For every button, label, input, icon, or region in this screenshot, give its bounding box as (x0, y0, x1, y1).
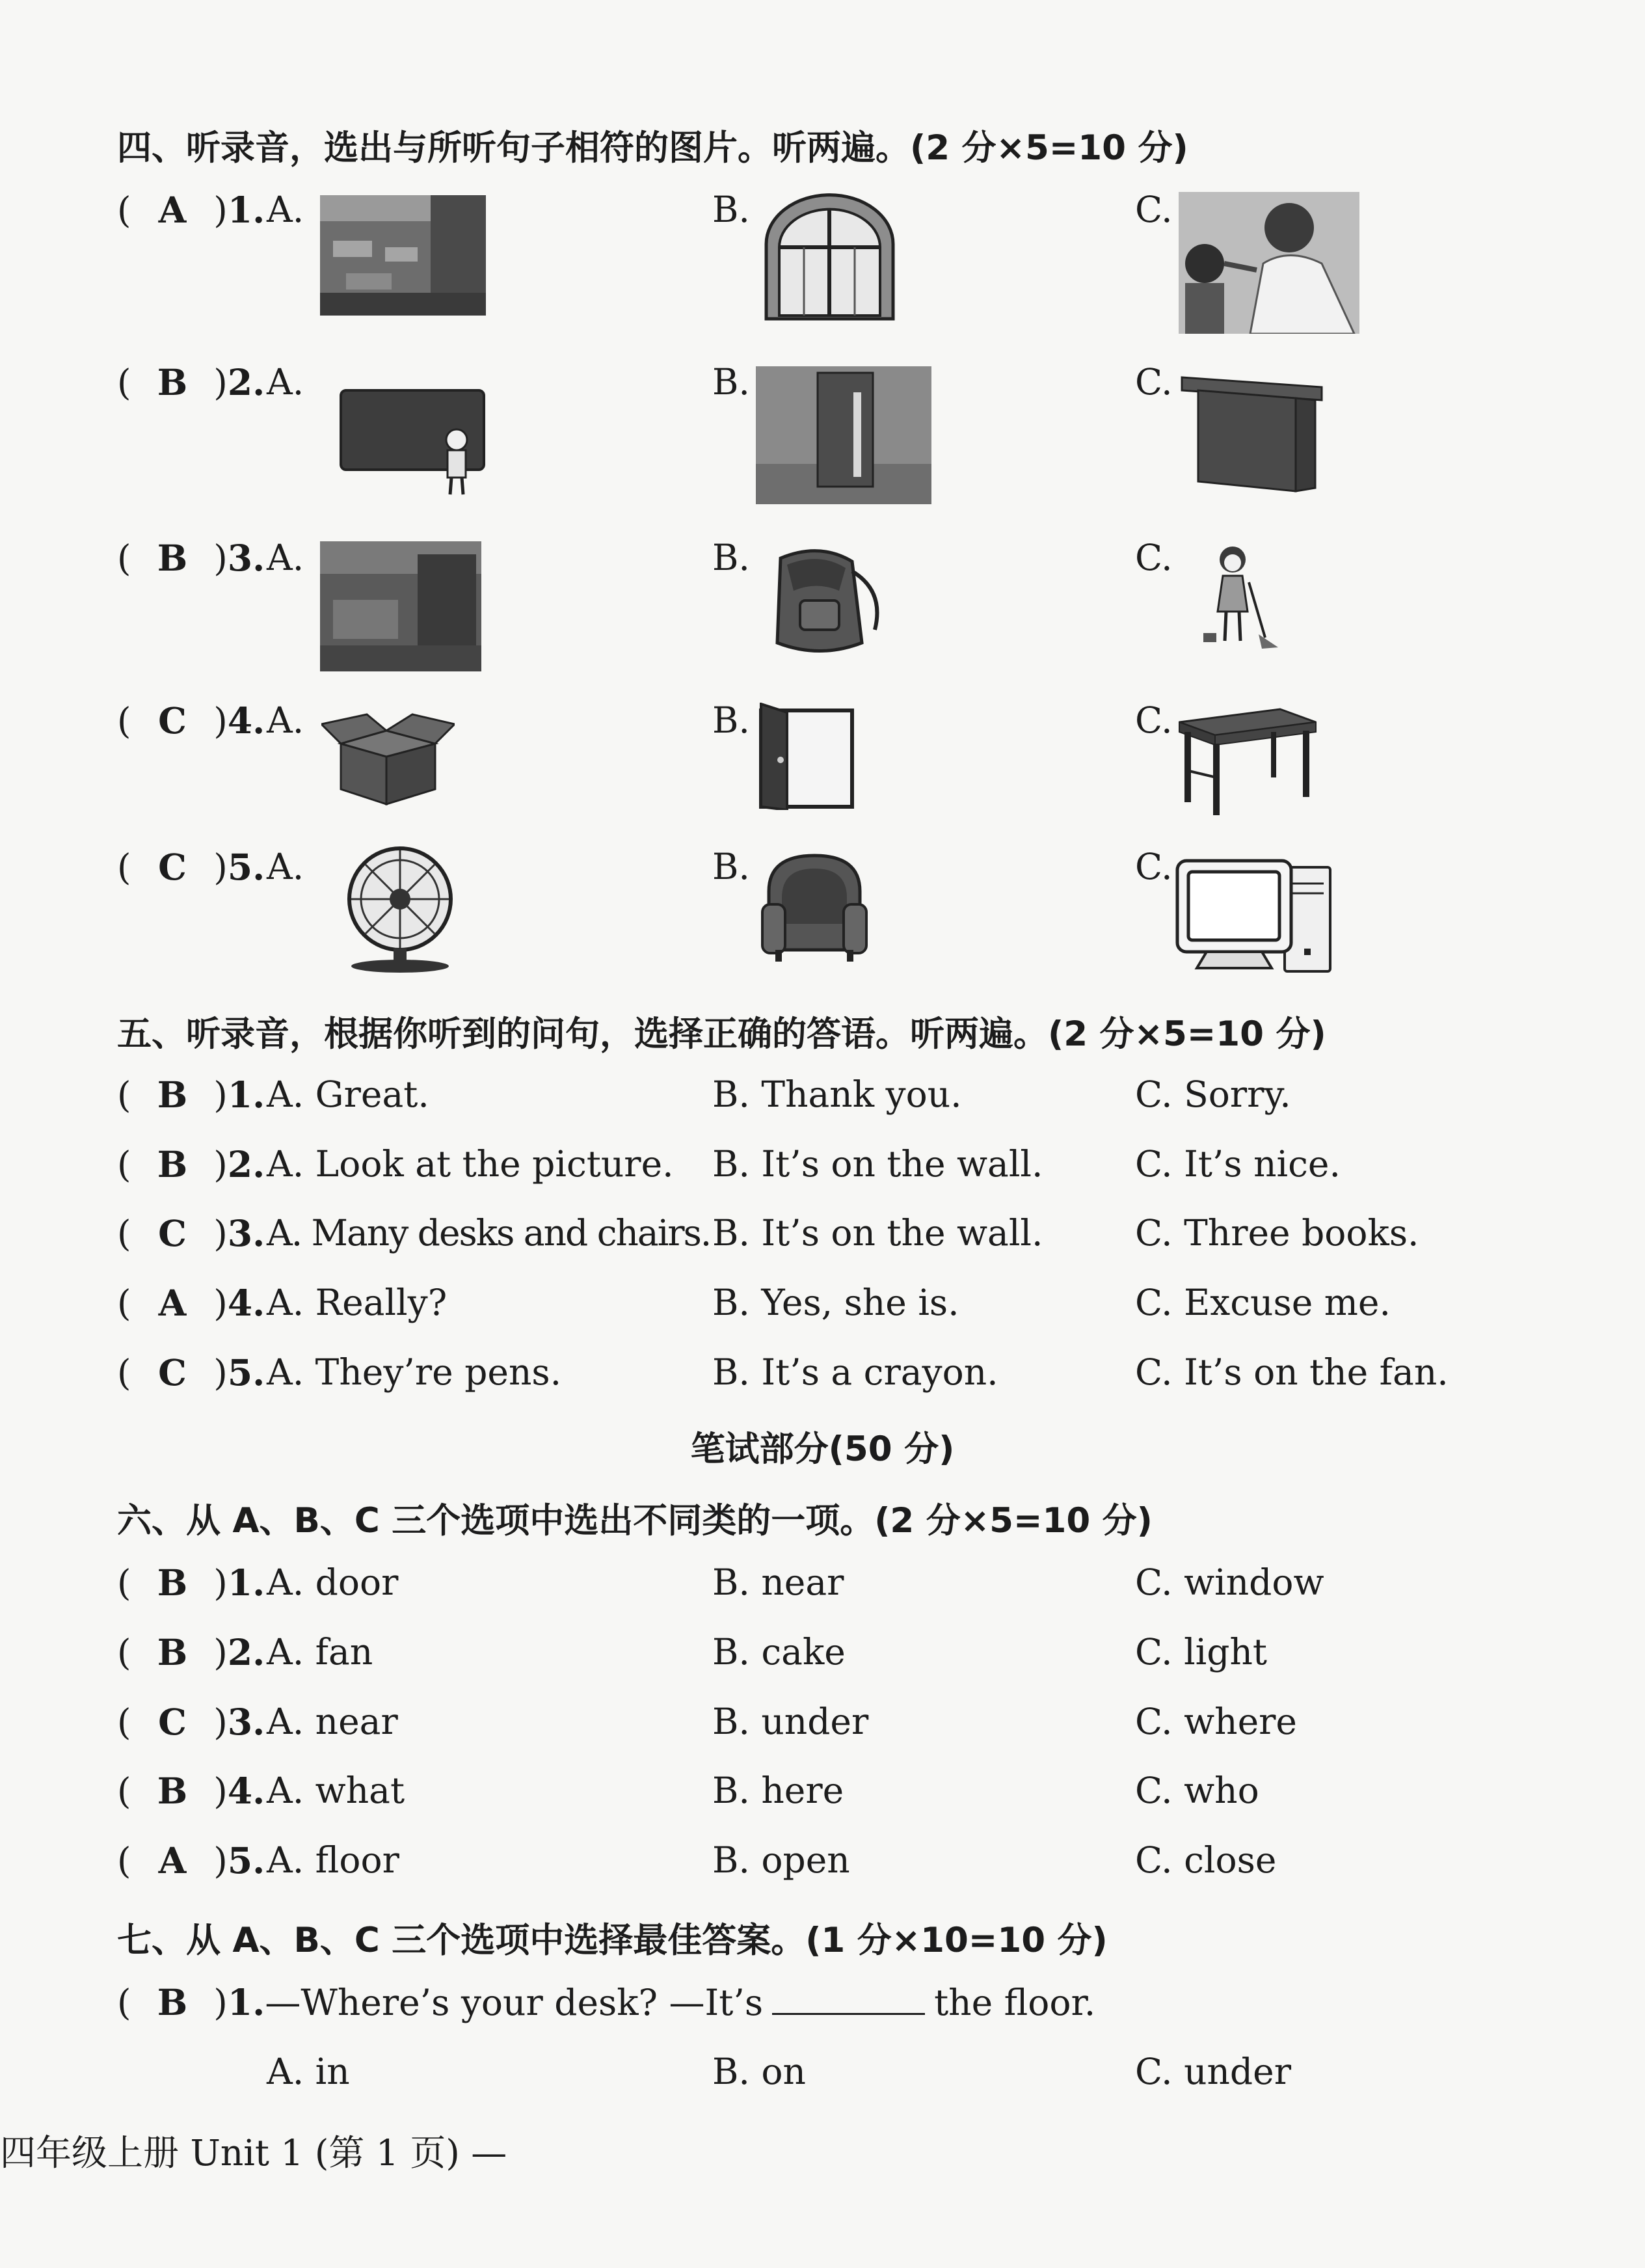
option-c: C. Excuse me. (1135, 1282, 1391, 1323)
answer: B (157, 1143, 188, 1185)
option-c: C. It’s on the fan. (1135, 1351, 1449, 1393)
question-number: 5. (227, 1839, 265, 1882)
answer-paren: ( B )2. (117, 361, 265, 403)
written-part-heading: 笔试部分(50 分) (690, 1429, 955, 1469)
answer: C (158, 1212, 187, 1254)
question-number: 5. (227, 1351, 265, 1394)
option-c: C. It’s nice. (1135, 1143, 1341, 1185)
question-number: 3. (227, 1212, 265, 1254)
answer-paren: ( B )2. (117, 1631, 265, 1673)
s7-question-1 (0, 1981, 1645, 2053)
doctor-and-child-image (1179, 192, 1359, 334)
answer: A (158, 1839, 187, 1882)
question-number: 1. (227, 1561, 265, 1604)
option-c-label: C. (1135, 537, 1173, 578)
answer-paren: ( B )4. (117, 1770, 265, 1812)
option-a: A. Many desks and chairs. (267, 1212, 711, 1254)
option-c: C. close (1135, 1839, 1277, 1881)
option-a: A. in (267, 2051, 350, 2092)
question-number: 2. (227, 361, 265, 403)
room-photo-image (320, 541, 481, 671)
answer: B (157, 1770, 188, 1812)
answer: C (158, 1351, 187, 1394)
answer: C (158, 1701, 187, 1743)
s6-question-1 (0, 1561, 1645, 1633)
answer: A (158, 1282, 187, 1324)
s6-question-4 (0, 1770, 1645, 1841)
door-photo-image (756, 366, 931, 504)
option-b: B. under (712, 1701, 869, 1742)
answer-paren: ( C )5. (117, 846, 265, 888)
fan-icon (328, 846, 472, 973)
section7-title: 七、从 A、B、C 三个选项中选择最佳答案。(1 分×10=10 分) (117, 1921, 1108, 1960)
answer: B (157, 361, 188, 403)
option-a-label: A. (267, 846, 304, 887)
answer-paren: ( C )3. (117, 1701, 265, 1743)
option-b-label: B. (712, 361, 750, 403)
option-b-label: B. (712, 537, 750, 578)
open-door-icon (755, 703, 859, 810)
option-b: B. open (712, 1839, 850, 1881)
question-number: 2. (227, 1631, 265, 1673)
option-a-label: A. (267, 361, 304, 403)
answer-paren: ( B )1.—Where’s your desk? —It’s the floor. (117, 1981, 1096, 2023)
option-a: A. Great. (267, 1073, 429, 1115)
answer-paren: ( C )3. (117, 1212, 265, 1254)
option-b: B. near (712, 1561, 844, 1603)
page-footer: 四年级上册 Unit 1 (第 1 页) — (0, 2132, 507, 2174)
question-number: 2. (227, 1143, 265, 1185)
option-c: C. who (1135, 1770, 1259, 1811)
answer-paren: ( B )1. (117, 1073, 265, 1116)
option-a: A. Really? (267, 1282, 448, 1323)
answer: A (158, 189, 187, 231)
window-icon (760, 192, 900, 322)
answer-paren: ( A )1. (117, 189, 265, 231)
question-stem-end: the floor. (934, 1982, 1096, 2023)
box-icon (321, 708, 455, 805)
option-a-label: A. (267, 537, 304, 578)
option-a-label: A. (267, 189, 304, 230)
option-a: A. door (267, 1561, 399, 1603)
option-b: B. It’s a crayon. (712, 1351, 998, 1393)
s6-question-2 (0, 1631, 1645, 1703)
s5-question-4 (0, 1282, 1645, 1353)
answer-paren: ( C )5. (117, 1351, 265, 1394)
question-stem-start: —Where’s your desk? —It’s (265, 1982, 764, 2023)
question-number: 3. (227, 1701, 265, 1743)
option-c: C. light (1135, 1631, 1268, 1673)
answer-paren: ( B )2. (117, 1143, 265, 1185)
answer: B (157, 1073, 188, 1116)
option-a: A. what (267, 1770, 405, 1811)
answer-paren: ( A )4. (117, 1282, 265, 1324)
option-b: B. Thank you. (712, 1073, 962, 1115)
schoolbag-icon (755, 545, 885, 659)
option-b: B. cake (712, 1631, 846, 1673)
option-b: B. on (712, 2051, 806, 2092)
s5-question-2 (0, 1143, 1645, 1215)
blackboard-with-teacher-icon (340, 389, 486, 496)
option-a: A. floor (267, 1839, 399, 1881)
option-a-label: A. (267, 699, 304, 741)
question-number: 1. (227, 1073, 265, 1116)
answer-paren: ( B )3. (117, 537, 265, 579)
table-icon (1176, 706, 1319, 817)
answer: C (158, 846, 187, 888)
option-b: B. It’s on the wall. (712, 1143, 1043, 1185)
question-number: 3. (227, 537, 265, 579)
answer-paren: ( C )4. (117, 699, 265, 742)
teacher-desk-icon (1179, 371, 1325, 494)
s6-question-3 (0, 1701, 1645, 1772)
classroom-photo-image (320, 195, 486, 316)
option-c: C. Three books. (1135, 1212, 1419, 1254)
answer-paren: ( B )1. (117, 1561, 265, 1604)
option-c-label: C. (1135, 189, 1173, 230)
answer-blank (772, 2013, 925, 2015)
answer-paren: ( A )5. (117, 1839, 265, 1882)
option-c: C. under (1135, 2051, 1291, 2092)
s5-question-3 (0, 1212, 1645, 1284)
computer-icon (1174, 857, 1333, 975)
question-number: 1. (227, 1981, 265, 2023)
section4-title: 四、听录音，选出与所听句子相符的图片。听两遍。(2 分×5=10 分) (117, 128, 1188, 168)
s5-question-1 (0, 1073, 1645, 1145)
option-c: C. window (1135, 1561, 1324, 1603)
option-c-label: C. (1135, 361, 1173, 403)
answer: B (157, 1981, 188, 2023)
section6-title: 六、从 A、B、C 三个选项中选出不同类的一项。(2 分×5=10 分) (117, 1501, 1153, 1541)
option-c: C. where (1135, 1701, 1297, 1742)
option-a: A. fan (267, 1631, 373, 1673)
s6-question-5 (0, 1839, 1645, 1911)
answer: C (158, 699, 187, 742)
question-number: 4. (227, 1282, 265, 1324)
answer: B (157, 1561, 188, 1604)
s7-question-1-options (0, 2051, 1645, 2122)
option-b: B. here (712, 1770, 844, 1811)
option-c-label: C. (1135, 846, 1173, 887)
option-b-label: B. (712, 699, 750, 741)
question-number: 4. (227, 699, 265, 742)
girl-sweeping-icon (1197, 543, 1281, 651)
s5-question-5 (0, 1351, 1645, 1423)
option-c-label: C. (1135, 699, 1173, 741)
answer: B (157, 537, 188, 579)
option-a: A. They’re pens. (267, 1351, 562, 1393)
option-b: B. It’s on the wall. (712, 1212, 1043, 1254)
section5-title: 五、听录音，根据你听到的问句，选择正确的答语。听两遍。(2 分×5=10 分) (117, 1014, 1326, 1054)
question-number: 5. (227, 846, 265, 888)
option-b-label: B. (712, 189, 750, 230)
answer: B (157, 1631, 188, 1673)
option-c: C. Sorry. (1135, 1073, 1291, 1115)
option-a: A. near (267, 1701, 398, 1742)
question-number: 4. (227, 1770, 265, 1812)
option-b: B. Yes, she is. (712, 1282, 959, 1323)
option-a: A. Look at the picture. (267, 1143, 674, 1185)
question-number: 1. (227, 189, 265, 231)
option-b-label: B. (712, 846, 750, 887)
armchair-icon (756, 852, 873, 963)
